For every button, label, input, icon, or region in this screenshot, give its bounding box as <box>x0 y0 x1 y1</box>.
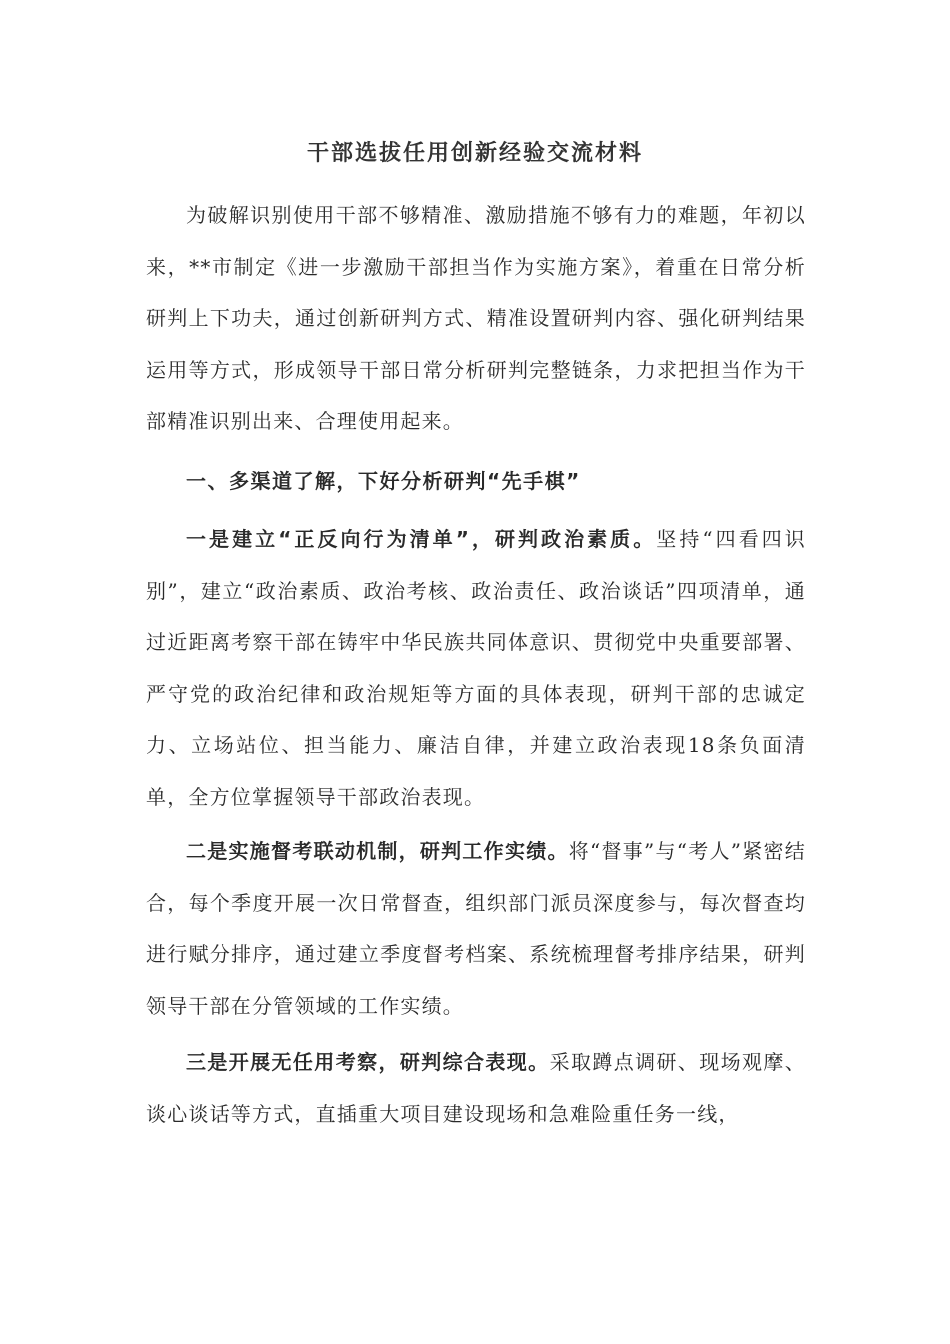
item-3-body: 采取蹲点调研、现场观摩、谈心谈话等方式，直插重大项目建设现场和急难险重任务一线， <box>146 1050 807 1126</box>
item-2-body: 将“督事”与“考人”紧密结合，每个季度开展一次日常督查，组织部门派员深度参与，每次督查均进行赋分排序，通过建立季度督考档案、系统梳理督考排序结果，研判领导干部在分管领域的工作实绩。 <box>146 839 806 1018</box>
section-item-2 <box>146 826 806 1032</box>
section-item-3 <box>146 1037 806 1140</box>
item-1-body: 坚持“四看四识别”，建立“政治素质、政治考核、政治责任、政治谈话”四项清单，通过近距离考察干部在铸牢中华民族共同体意识、贯彻党中央重要部署、严守党的政治纪律和政治规矩等方面的具体表现，研判干部的忠诚定力、立场站位、担当能力、廉洁自律，并建立政治表现18条负面清单，全方位掌握领导干部政治表现。 <box>146 527 806 809</box>
item-1-lead: 一是建立“正反向行为清单”，研判政治素质。 <box>186 527 657 551</box>
intro-paragraph: 为破解识别使用干部不够精准、激励措施不够有力的难题，年初以来，**市制定《进一步激励干部担当作为实施方案》，着重在日常分析研判上下功夫，通过创新研判方式、精准设置研判内容、强化研判结果运用等方式，形成领导干部日常分析研判完整链条，力求把担当作为干部精准识别出来、合理使用起来。 <box>146 203 806 433</box>
item-3-lead: 三是开展无任用考察，研判综合表现。 <box>186 1050 550 1074</box>
item-2-lead: 二是实施督考联动机制，研判工作实绩。 <box>186 839 569 863</box>
section-heading-1: 一、多渠道了解，下好分析研判“先手棋” <box>186 469 581 493</box>
section-item-1 <box>146 514 806 823</box>
document-title: 干部选拔任用创新经验交流材料 <box>306 141 643 166</box>
